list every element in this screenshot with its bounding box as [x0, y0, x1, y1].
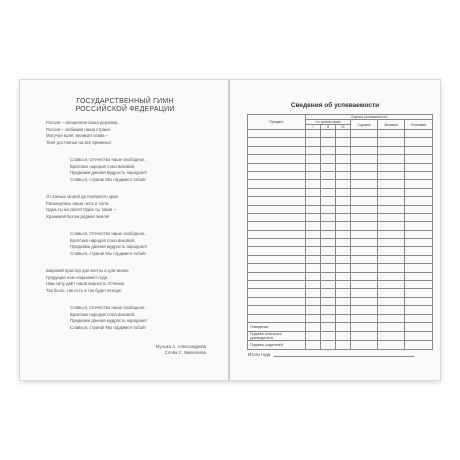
term-1-header: I — [306, 125, 321, 130]
table-row — [248, 255, 433, 263]
grade-cell[interactable] — [405, 306, 433, 314]
grade-cell[interactable] — [336, 247, 351, 255]
subject-cell[interactable] — [248, 255, 306, 263]
grade-cell[interactable] — [405, 130, 433, 138]
grade-cell[interactable] — [351, 163, 378, 171]
grade-cell[interactable] — [321, 272, 336, 280]
grade-cell[interactable] — [306, 155, 321, 163]
grade-cell[interactable] — [351, 205, 378, 213]
grade-cell[interactable] — [405, 255, 433, 263]
credits-music: Музыка А. Александрова — [155, 344, 206, 349]
grade-cell[interactable] — [405, 197, 433, 205]
grade-cell[interactable] — [336, 314, 351, 322]
grade-cell[interactable] — [306, 230, 321, 238]
table-row — [248, 213, 433, 221]
grade-cell[interactable] — [306, 180, 321, 188]
grade-cell[interactable] — [405, 163, 433, 171]
grade-cell[interactable] — [336, 239, 351, 247]
grade-cell[interactable] — [378, 264, 405, 272]
chorus-2 — [70, 231, 147, 257]
grade-cell[interactable] — [321, 180, 336, 188]
grade-cell[interactable] — [306, 314, 321, 322]
grade-cell[interactable] — [351, 314, 378, 322]
grade-cell[interactable] — [306, 297, 321, 305]
grade-cell[interactable] — [405, 289, 433, 297]
anthem-title-line2: РОССИЙСКОЙ ФЕДЕРАЦИИ — [75, 106, 175, 113]
grade-cell[interactable] — [378, 180, 405, 188]
table-row — [248, 138, 433, 146]
grade-cell[interactable] — [378, 163, 405, 171]
table-row — [248, 163, 433, 171]
anthem-title — [20, 98, 230, 114]
grade-cell[interactable] — [378, 272, 405, 280]
grade-cell[interactable] — [321, 230, 336, 238]
subject-cell[interactable] — [248, 289, 306, 297]
grade-cell[interactable] — [351, 188, 378, 196]
grade-cell[interactable] — [336, 222, 351, 230]
grade-cell[interactable] — [378, 255, 405, 263]
year-result-line[interactable] — [274, 356, 414, 357]
subject-cell[interactable] — [248, 297, 306, 305]
grade-cell[interactable] — [336, 205, 351, 213]
grade-cell[interactable] — [405, 314, 433, 322]
grade-cell[interactable] — [336, 340, 351, 349]
grade-cell[interactable] — [351, 197, 378, 205]
grade-cell[interactable] — [351, 213, 378, 221]
grade-cell[interactable] — [336, 289, 351, 297]
footer-row-label: Подпись родителей — [248, 340, 306, 349]
grade-cell[interactable] — [336, 138, 351, 146]
footer-row-label: Подпись классного руководителя — [248, 331, 306, 340]
anthem-line: Могучая воля, великая слава – — [46, 133, 109, 139]
anthem-line: Славься, страна! Мы гордимся тобой! — [70, 250, 146, 256]
chorus-1 — [70, 157, 147, 183]
grade-cell[interactable] — [378, 146, 405, 154]
grade-cell[interactable] — [336, 322, 351, 331]
grade-cell[interactable] — [306, 205, 321, 213]
grade-cell[interactable] — [321, 155, 336, 163]
subject-cell[interactable] — [248, 180, 306, 188]
grade-cell[interactable] — [405, 297, 433, 305]
verse-3 — [46, 268, 129, 294]
anthem-line: Раскинулись наши леса и поля. — [46, 200, 110, 206]
anthem-line: Братских народов союз вековой, — [70, 237, 136, 243]
grade-cell[interactable] — [336, 171, 351, 179]
grade-cell[interactable] — [405, 340, 433, 349]
grade-cell[interactable] — [378, 230, 405, 238]
grade-cell[interactable] — [336, 297, 351, 305]
anthem-line: Широкий простор для мечты и для жизни — [46, 268, 129, 273]
anthem-credits — [128, 344, 206, 356]
anthem-line: Грядущие нам открывают года. — [46, 274, 109, 280]
table-row — [248, 155, 433, 163]
grade-cell[interactable] — [336, 163, 351, 171]
grade-cell[interactable] — [336, 213, 351, 221]
grade-cell[interactable] — [378, 247, 405, 255]
grade-cell[interactable] — [321, 289, 336, 297]
exam-header: Экзамен — [378, 120, 405, 130]
subject-cell[interactable] — [248, 130, 306, 138]
grade-cell[interactable] — [378, 281, 405, 289]
grade-cell[interactable] — [306, 281, 321, 289]
grade-cell[interactable] — [351, 222, 378, 230]
grade-cell[interactable] — [351, 264, 378, 272]
table-row — [248, 239, 433, 247]
grade-cell[interactable] — [321, 314, 336, 322]
anthem-line: От южных морей до полярного края — [46, 194, 118, 199]
grade-cell[interactable] — [321, 340, 336, 349]
final-header: Итоговая — [405, 120, 433, 130]
table-row — [248, 180, 433, 188]
grade-cell[interactable] — [405, 155, 433, 163]
anthem-line: Славься, страна! Мы гордимся тобой! — [70, 176, 146, 182]
grade-cell[interactable] — [306, 340, 321, 349]
grade-cell[interactable] — [405, 230, 433, 238]
grade-cell[interactable] — [351, 155, 378, 163]
grade-cell[interactable] — [405, 138, 433, 146]
grade-cell[interactable] — [321, 306, 336, 314]
anthem-line: Братских народов союз вековой, — [70, 311, 136, 317]
table-row — [248, 264, 433, 272]
subject-cell[interactable] — [248, 247, 306, 255]
table-row — [248, 314, 433, 322]
grade-cell[interactable] — [378, 138, 405, 146]
year-result-label: Итоги года — [248, 352, 271, 357]
grade-cell[interactable] — [351, 255, 378, 263]
subject-cell[interactable] — [248, 306, 306, 314]
anthem-line: Славься, Отечество наше свободное, — [70, 231, 146, 236]
grade-cell[interactable] — [378, 289, 405, 297]
grade-cell[interactable] — [405, 247, 433, 255]
grade-cell[interactable] — [321, 130, 336, 138]
anthem-line: Братских народов союз вековой, — [70, 163, 136, 169]
verse-2 — [46, 194, 118, 220]
grade-cell[interactable] — [336, 264, 351, 272]
table-row — [248, 222, 433, 230]
grade-cell[interactable] — [351, 180, 378, 188]
grades-table — [247, 114, 433, 350]
grade-cell[interactable] — [306, 322, 321, 331]
grade-cell[interactable] — [306, 146, 321, 154]
grade-cell[interactable] — [405, 281, 433, 289]
grade-cell[interactable] — [405, 322, 433, 331]
grade-cell[interactable] — [306, 255, 321, 263]
table-row — [248, 146, 433, 154]
table-row — [248, 247, 433, 255]
anthem-line: Одна ты на свете! Одна ты такая – — [46, 207, 116, 213]
grade-cell[interactable] — [405, 205, 433, 213]
grade-cell[interactable] — [306, 130, 321, 138]
table-row — [248, 272, 433, 280]
grade-cell[interactable] — [321, 331, 336, 340]
grade-cell[interactable] — [321, 138, 336, 146]
anthem-line: Славься, Отечество наше свободное, — [70, 157, 146, 162]
grade-cell[interactable] — [306, 289, 321, 297]
grades-page — [230, 80, 440, 380]
chorus-3 — [70, 305, 147, 331]
grade-cell[interactable] — [321, 197, 336, 205]
grade-cell[interactable] — [321, 163, 336, 171]
footer-row — [248, 340, 433, 349]
grade-cell[interactable] — [378, 314, 405, 322]
grade-cell[interactable] — [336, 281, 351, 289]
grade-cell[interactable] — [306, 222, 321, 230]
grade-cell[interactable] — [321, 255, 336, 263]
grade-cell[interactable] — [321, 281, 336, 289]
verse-1 — [46, 120, 118, 146]
table-row — [248, 188, 433, 196]
grade-cell[interactable] — [351, 322, 378, 331]
grade-cell[interactable] — [405, 331, 433, 340]
subject-cell[interactable] — [248, 264, 306, 272]
subject-cell[interactable] — [248, 205, 306, 213]
grades-header: Оценка успеваемости — [306, 115, 433, 120]
grade-cell[interactable] — [351, 146, 378, 154]
term-3-header: III — [336, 125, 351, 130]
subject-cell[interactable] — [248, 188, 306, 196]
subject-cell[interactable] — [248, 163, 306, 171]
subject-cell[interactable] — [248, 272, 306, 280]
grade-cell[interactable] — [321, 171, 336, 179]
subject-cell[interactable] — [248, 314, 306, 322]
grade-cell[interactable] — [306, 188, 321, 196]
grade-cell[interactable] — [378, 239, 405, 247]
open-notebook — [20, 80, 440, 380]
grade-cell[interactable] — [351, 130, 378, 138]
anthem-title-line1: ГОСУДАРСТВЕННЫЙ ГИМН — [76, 98, 174, 105]
grade-cell[interactable] — [336, 230, 351, 238]
grade-cell[interactable] — [306, 239, 321, 247]
grade-cell[interactable] — [378, 222, 405, 230]
grade-cell[interactable] — [321, 247, 336, 255]
grade-cell[interactable] — [321, 213, 336, 221]
terms-header: по триместрам — [306, 120, 351, 125]
subject-cell[interactable] — [248, 146, 306, 154]
grade-cell[interactable] — [405, 222, 433, 230]
grade-cell[interactable] — [351, 331, 378, 340]
grade-cell[interactable] — [306, 306, 321, 314]
anthem-line: Нам силу даёт наша верность Отчизне. — [46, 281, 126, 287]
grade-cell[interactable] — [336, 180, 351, 188]
grade-cell[interactable] — [306, 171, 321, 179]
grade-cell[interactable] — [405, 188, 433, 196]
grade-cell[interactable] — [378, 331, 405, 340]
grade-cell[interactable] — [336, 255, 351, 263]
subject-header: Предмет — [248, 115, 306, 130]
grade-cell[interactable] — [306, 138, 321, 146]
grade-cell[interactable] — [405, 213, 433, 221]
grade-cell[interactable] — [306, 197, 321, 205]
grade-cell[interactable] — [321, 297, 336, 305]
grade-cell[interactable] — [321, 322, 336, 331]
grade-cell[interactable] — [405, 272, 433, 280]
subject-cell[interactable] — [248, 171, 306, 179]
subject-cell[interactable] — [248, 213, 306, 221]
anthem-line: Предками данная мудрость народная! — [70, 244, 147, 250]
credits-lyrics: Слова С. Михалкова — [164, 350, 206, 355]
table-row — [248, 306, 433, 314]
grade-cell[interactable] — [351, 340, 378, 349]
table-row — [248, 289, 433, 297]
grade-cell[interactable] — [336, 306, 351, 314]
grade-cell[interactable] — [378, 130, 405, 138]
table-row — [248, 281, 433, 289]
anthem-line: Хранимая Богом родная земля! — [46, 213, 110, 219]
anthem-line: Предками данная мудрость народная! — [70, 318, 147, 324]
table-row — [248, 130, 433, 138]
grade-cell[interactable] — [378, 205, 405, 213]
grade-cell[interactable] — [405, 264, 433, 272]
grade-cell[interactable] — [405, 146, 433, 154]
grade-cell[interactable] — [351, 289, 378, 297]
grade-cell[interactable] — [351, 272, 378, 280]
grade-cell[interactable] — [336, 272, 351, 280]
table-row — [248, 297, 433, 305]
anthem-line: Твоё достоянье на все времена! — [46, 139, 111, 145]
table-row — [248, 205, 433, 213]
grade-cell[interactable] — [351, 239, 378, 247]
table-row — [248, 197, 433, 205]
subject-cell[interactable] — [248, 138, 306, 146]
subject-cell[interactable] — [248, 155, 306, 163]
grade-cell[interactable] — [336, 130, 351, 138]
grade-cell[interactable] — [321, 222, 336, 230]
table-row — [248, 230, 433, 238]
subject-cell[interactable] — [248, 197, 306, 205]
grade-cell[interactable] — [378, 171, 405, 179]
grade-cell[interactable] — [306, 264, 321, 272]
footer-row — [248, 331, 433, 340]
grade-cell[interactable] — [351, 306, 378, 314]
grades-title: Сведения об успеваемости — [290, 102, 380, 109]
grade-cell[interactable] — [321, 264, 336, 272]
grade-cell[interactable] — [306, 163, 321, 171]
grade-cell[interactable] — [336, 146, 351, 154]
grade-cell[interactable] — [405, 180, 433, 188]
grade-cell[interactable] — [378, 340, 405, 349]
grade-cell[interactable] — [306, 247, 321, 255]
subject-cell[interactable] — [248, 239, 306, 247]
annual-header: Годовая — [351, 120, 378, 130]
grade-cell[interactable] — [351, 171, 378, 179]
grade-cell[interactable] — [336, 197, 351, 205]
anthem-line: Предками данная мудрость народная! — [70, 170, 147, 176]
grade-cell[interactable] — [306, 272, 321, 280]
grade-cell[interactable] — [336, 155, 351, 163]
grade-cell[interactable] — [351, 281, 378, 289]
subject-cell[interactable] — [248, 281, 306, 289]
grade-cell[interactable] — [378, 322, 405, 331]
subject-cell[interactable] — [248, 222, 306, 230]
grade-cell[interactable] — [321, 188, 336, 196]
grade-cell[interactable] — [351, 138, 378, 146]
grade-cell[interactable] — [351, 247, 378, 255]
anthem-page — [20, 80, 230, 380]
subject-cell[interactable] — [248, 230, 306, 238]
grade-cell[interactable] — [321, 146, 336, 154]
term-2-header: II — [321, 125, 336, 130]
grade-cell[interactable] — [378, 188, 405, 196]
grade-cell[interactable] — [378, 213, 405, 221]
grade-cell[interactable] — [336, 331, 351, 340]
anthem-line: Славься, страна! Мы гордимся тобой! — [70, 324, 146, 330]
footer-row — [248, 322, 433, 331]
anthem-line: Россия – священная наша держава, — [46, 120, 119, 125]
grade-cell[interactable] — [321, 239, 336, 247]
grade-cell[interactable] — [351, 297, 378, 305]
anthem-line: Так было, так есть и так будет всегда! — [46, 287, 122, 293]
footer-row-label: Поведение — [248, 322, 306, 331]
grade-cell[interactable] — [378, 197, 405, 205]
grade-cell[interactable] — [378, 297, 405, 305]
anthem-line: Славься, Отечество наше свободное, — [70, 305, 146, 310]
table-row — [248, 171, 433, 179]
grade-cell[interactable] — [306, 331, 321, 340]
grade-cell[interactable] — [378, 306, 405, 314]
grade-cell[interactable] — [405, 239, 433, 247]
grade-cell[interactable] — [306, 213, 321, 221]
grade-cell[interactable] — [378, 155, 405, 163]
grade-cell[interactable] — [351, 230, 378, 238]
grade-cell[interactable] — [405, 171, 433, 179]
grade-cell[interactable] — [336, 188, 351, 196]
anthem-line: Россия – любимая наша страна. — [46, 126, 111, 132]
grade-cell[interactable] — [321, 205, 336, 213]
